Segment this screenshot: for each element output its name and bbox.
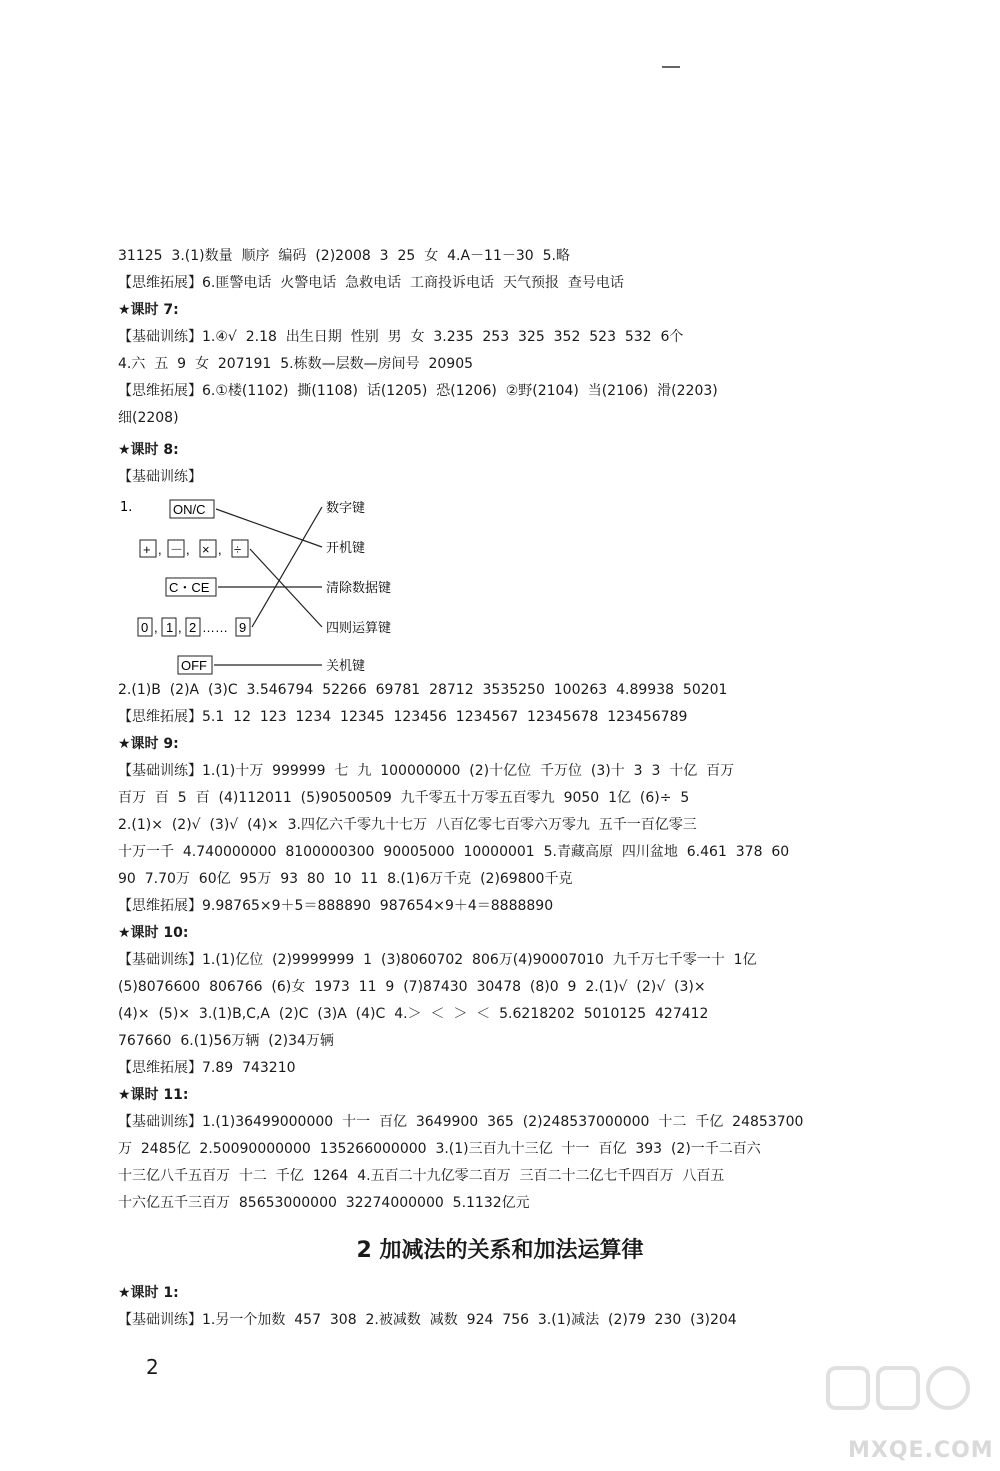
plus-key-label: + [143, 542, 151, 557]
answer-line: 【思维拓展】6.①楼(1102) 撕(1108) 话(1205) 恐(1206) ②野(2104) 当(2106) 滑(2203) [118, 383, 718, 399]
off-key-label: OFF [181, 658, 207, 673]
answer-line: 十三亿八千五百万 十二 千亿 1264 4.五百二十九亿零二百万 三百二十二亿七千四百万 八百五 [118, 1168, 725, 1184]
lesson-heading: ★课时 10: [118, 925, 189, 941]
answer-line: 百万 百 5 百 (4)112011 (5)90500509 九千零五十万零五百零九 9050 1亿 (6)÷ 5 [118, 790, 690, 806]
lesson-heading: ★课时 7: [118, 302, 179, 318]
answer-line: 90 7.70万 60亿 95万 93 80 10 11 8.(1)6万千克 (2)69800千克 [118, 871, 573, 887]
answer-line: 2.(1)B (2)A (3)C 3.546794 52266 69781 28712 3535250 100263 4.89938 50201 [118, 682, 728, 698]
times-key-label: × [202, 542, 210, 557]
match-line-operations [250, 549, 322, 627]
answer-line: 31125 3.(1)数量 顺序 编码 (2)2008 3 25 女 4.A－11－30 5.略 [118, 248, 570, 264]
on-key-label: ON/C [173, 502, 206, 517]
label-power-key: 开机键 [326, 541, 366, 556]
svg-text:,: , [178, 620, 182, 635]
answer-line: 【基础训练】 [118, 469, 202, 485]
answer-line: 【思维拓展】6.匪警电话 火警电话 急救电话 工商投诉电话 天气预报 查号电话 [118, 275, 624, 291]
answer-line: (5)8076600 806766 (6)女 1973 11 9 (7)87430 30478 (8)0 9 2.(1)√ (2)√ (3)× [118, 979, 706, 995]
answer-line: 【基础训练】1.(1)亿位 (2)9999999 1 (3)8060702 806万(4)90007010 九千万七千零一十 1亿 [118, 952, 757, 968]
answer-line: 十万一千 4.740000000 8100000300 90005000 10000001 5.青藏高原 四川盆地 6.461 378 60 [118, 844, 790, 860]
answer-line: 【基础训练】1.另一个加数 457 308 2.被减数 减数 924 756 3.(1)减法 (2)79 230 (3)204 [118, 1312, 737, 1328]
digit-ellipsis: …… [202, 620, 228, 635]
digit-0-key-label: 0 [141, 620, 149, 635]
svg-text:,: , [154, 620, 158, 635]
answer-line: 【基础训练】1.(1)36499000000 十一 百亿 3649900 365 (2)248537000000 十二 千亿 24853700 [118, 1114, 804, 1130]
lesson-heading: ★课时 8: [118, 442, 179, 458]
answer-line: 4.六 五 9 女 207191 5.栋数—层数—房间号 20905 [118, 356, 474, 372]
answer-line: 【思维拓展】9.98765×9＋5＝888890 987654×9＋4＝8888890 [118, 898, 554, 914]
digit-2-key-label: 2 [189, 620, 197, 635]
label-operation-keys: 四则运算键 [326, 621, 392, 636]
svg-text:,: , [186, 542, 190, 557]
page-number: 2 [146, 1355, 159, 1379]
label-clear-key: 清除数据键 [326, 581, 392, 596]
divide-key-label: ÷ [234, 542, 242, 557]
answer-line: 万 2485亿 2.50090000000 135266000000 3.(1)三百九十三亿 十一 百亿 393 (2)一千二百六 [118, 1141, 761, 1157]
clear-key-label: C・CE [169, 580, 210, 595]
answer-line: 【思维拓展】5.1 12 123 1234 12345 123456 1234567 12345678 123456789 [118, 709, 688, 725]
answer-line: 【基础训练】1.(1)十万 999999 七 九 100000000 (2)十亿位 千万位 (3)十 3 3 十亿 百万 [118, 763, 735, 779]
answer-line: 十六亿五千三百万 85653000000 32274000000 5.1132亿元 [118, 1195, 530, 1211]
svg-text:,: , [218, 542, 222, 557]
minus-key-label: － [170, 542, 184, 557]
answer-line: 【基础训练】1.④√ 2.18 出生日期 性别 男 女 3.235 253 325 352 523 532 6个 [118, 329, 684, 345]
svg-text:,: , [158, 542, 162, 557]
answer-line: 767660 6.(1)56万辆 (2)34万辆 [118, 1033, 334, 1049]
lesson-heading: ★课时 1: [118, 1285, 179, 1301]
watermark-text: MXQE.COM [848, 1438, 994, 1463]
section-title: 2 加减法的关系和加法运算律 [356, 1238, 644, 1263]
item-number: 1. [120, 500, 133, 515]
answer-line: 2.(1)× (2)√ (3)√ (4)× 3.四亿六千零九十七万 八百亿零七百零六万零九 五千一百亿零三 [118, 817, 697, 833]
label-off-key: 关机键 [326, 659, 366, 674]
answer-line: 细(2208) [118, 410, 179, 426]
answer-line: (4)× (5)× 3.(1)B,C,A (2)C (3)A (4)C 4.＞ ＜ ＞ ＜ 5.6218202 5010125 427412 [118, 1006, 709, 1022]
label-digit-keys: 数字键 [326, 501, 366, 516]
answer-line: 【思维拓展】7.89 743210 [118, 1060, 296, 1076]
match-line-digits [252, 507, 322, 627]
lesson-heading: ★课时 11: [118, 1087, 189, 1103]
lesson-heading: ★课时 9: [118, 736, 179, 752]
digit-9-key-label: 9 [239, 620, 247, 635]
digit-1-key-label: 1 [166, 620, 174, 635]
